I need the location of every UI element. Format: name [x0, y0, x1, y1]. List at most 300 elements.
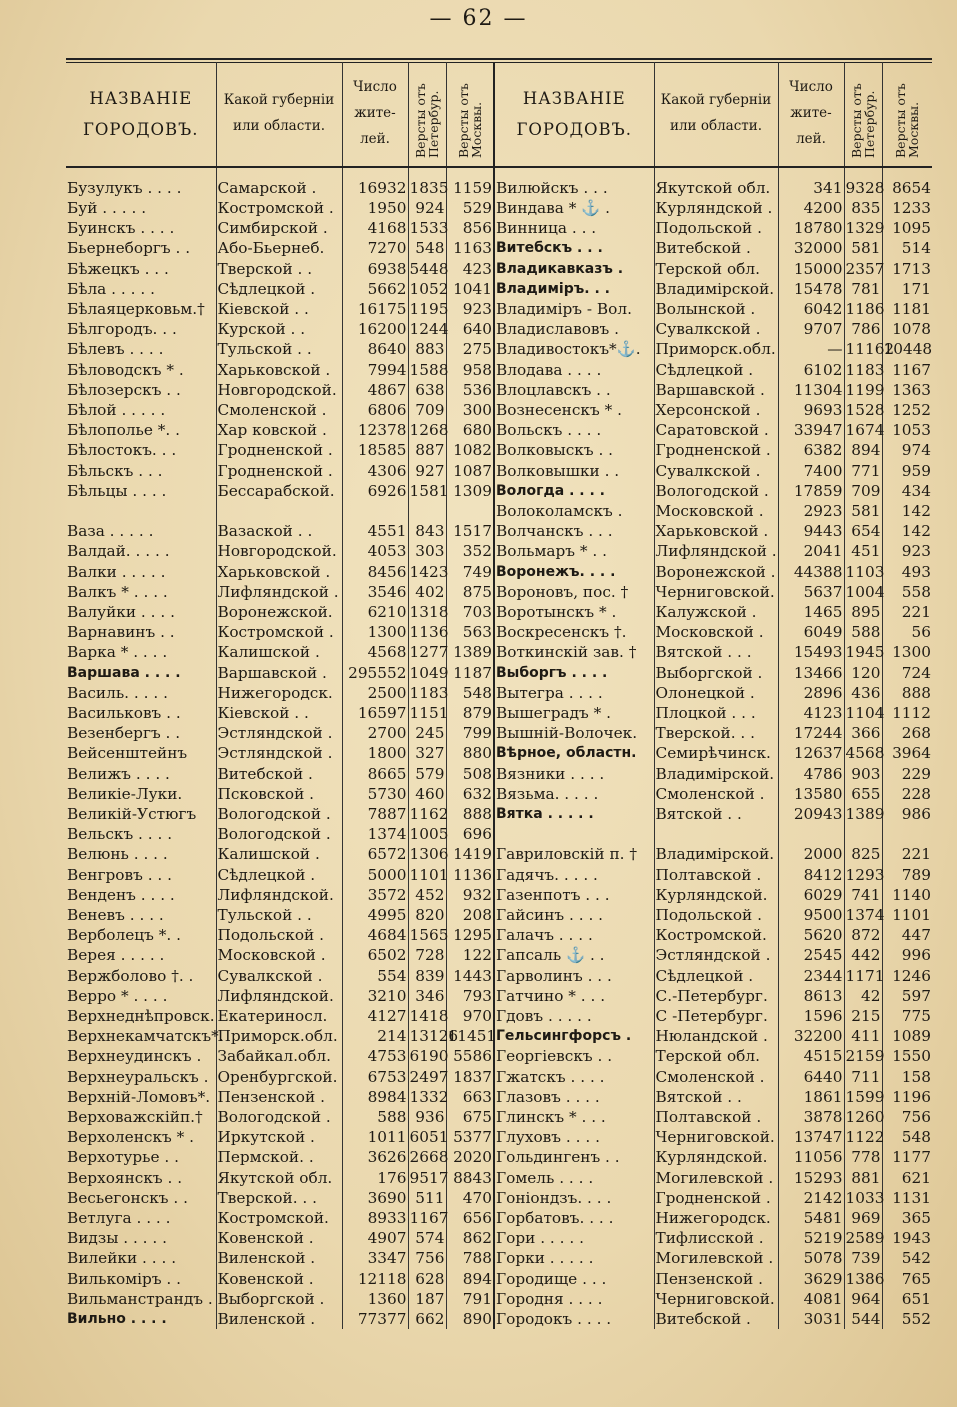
- header-population-right: Число жите- лей.: [778, 62, 844, 167]
- right-from-moscow: 10448: [883, 340, 933, 359]
- left-population: 1950: [342, 198, 408, 218]
- table-row: [66, 360, 932, 380]
- right-population: 2000: [778, 844, 844, 864]
- left-province: Кіевской . .: [216, 703, 342, 723]
- left-from-moscow: 275: [446, 339, 494, 359]
- left-from-petersburg: 1101: [409, 865, 449, 884]
- right-population: 6440: [778, 1067, 844, 1087]
- left-from-moscow: 1517: [446, 521, 494, 541]
- left-province: Виленской .: [216, 1248, 342, 1268]
- right-city: Глинскъ * . . .: [494, 1107, 654, 1127]
- left-from-petersburg: 709: [408, 400, 446, 420]
- left-from-petersburg: 883: [408, 339, 446, 359]
- right-province: Сувалкской .: [654, 319, 778, 339]
- right-province: Вятской . .: [654, 1087, 778, 1107]
- right-city: Гавриловскій п. †: [494, 844, 654, 864]
- right-province: Черниговской.: [654, 582, 778, 602]
- right-province: Приморск.обл.: [654, 339, 778, 359]
- right-city: Воскресенскъ †.: [494, 622, 654, 642]
- right-population: 5481: [778, 1208, 844, 1228]
- right-from-moscow: 974: [882, 440, 932, 460]
- left-from-petersburg: 927: [408, 461, 446, 481]
- right-from-moscow: 724: [882, 663, 932, 683]
- table-row: [66, 1289, 932, 1309]
- left-from-petersburg: 638: [408, 380, 446, 400]
- right-from-petersburg: 544: [844, 1309, 882, 1329]
- left-population: 6210: [342, 602, 408, 622]
- left-from-moscow: 932: [446, 885, 494, 905]
- right-from-petersburg: 1599: [845, 1087, 885, 1106]
- right-from-petersburg: 1199: [845, 380, 885, 399]
- right-province: Тверской. . .: [654, 723, 778, 743]
- left-province: Ковенской .: [216, 1269, 342, 1289]
- right-from-petersburg: 1528: [845, 400, 885, 419]
- right-from-moscow: 756: [882, 1107, 932, 1127]
- right-city: Вѣрное, областн.: [494, 743, 654, 763]
- right-city: Гдовъ . . . . .: [494, 1006, 654, 1026]
- left-from-petersburg: 452: [408, 885, 446, 905]
- left-province: Кіевской . .: [216, 299, 342, 319]
- right-province: Вологодской .: [654, 481, 778, 501]
- right-population: 13580: [778, 784, 844, 804]
- right-population: [778, 824, 844, 844]
- right-city: Гельсингфорсъ .: [494, 1026, 654, 1046]
- left-province: Псковской .: [216, 784, 342, 804]
- right-city: Вязники . . . .: [494, 764, 654, 784]
- left-province: Тульской . .: [216, 905, 342, 925]
- right-from-moscow: 548: [882, 1127, 932, 1147]
- header-moscow-right: Версты отъ Москвы.: [882, 62, 932, 167]
- right-city: Винница . . .: [494, 218, 654, 238]
- left-province: Оренбургской.: [216, 1067, 342, 1087]
- right-province: Курляндской .: [654, 198, 778, 218]
- right-from-petersburg: 1122: [845, 1128, 885, 1147]
- left-from-petersburg: 6190: [409, 1047, 449, 1066]
- left-population: 4127: [342, 1006, 408, 1026]
- right-city: Гайсинъ . . . .: [494, 905, 654, 925]
- left-province: Екатериносл.: [216, 1006, 342, 1026]
- table-row: [66, 764, 932, 784]
- left-population: 7994: [342, 360, 408, 380]
- left-from-moscow: 1295: [446, 925, 494, 945]
- right-province: Эстляндской .: [654, 945, 778, 965]
- right-city: [494, 824, 654, 844]
- right-province: Терской обл.: [654, 1046, 778, 1066]
- left-province: Симбирской .: [216, 218, 342, 238]
- right-from-moscow: 959: [882, 461, 932, 481]
- left-city: Бузулукъ . . . .: [67, 178, 182, 197]
- right-city: Влоцлавскъ . .: [494, 380, 654, 400]
- right-province: Олонецкой .: [654, 683, 778, 703]
- left-from-petersburg: 924: [408, 198, 446, 218]
- left-population: 554: [342, 966, 408, 986]
- left-from-moscow: 890: [446, 1309, 494, 1329]
- left-province: Тверской . .: [216, 259, 342, 279]
- right-population: 4515: [778, 1046, 844, 1066]
- right-from-moscow: 1363: [882, 380, 932, 400]
- left-city: Бѣлаяцерковьм.†: [67, 299, 205, 318]
- left-population: 4753: [342, 1046, 408, 1066]
- left-city: Бьернеборгъ . .: [67, 239, 191, 258]
- right-from-moscow: 1181: [882, 299, 932, 319]
- right-province: Харьковской .: [654, 521, 778, 541]
- table-row: [66, 1046, 932, 1066]
- left-population: 7887: [342, 804, 408, 824]
- left-population: 176: [342, 1168, 408, 1188]
- left-from-moscow: 300: [446, 400, 494, 420]
- left-province: Харьковской .: [216, 360, 342, 380]
- left-province: Лифляндской.: [216, 885, 342, 905]
- right-city: Воротынскъ * .: [494, 602, 654, 622]
- right-city: Городокъ . . . .: [494, 1309, 654, 1329]
- table-row: [66, 966, 932, 986]
- table-row: [66, 1208, 932, 1228]
- left-from-petersburg: 1423: [409, 562, 449, 581]
- left-from-petersburg: 327: [408, 743, 446, 763]
- right-province: Владимірской.: [654, 844, 778, 864]
- right-from-moscow: 514: [882, 238, 932, 258]
- left-population: 8933: [342, 1208, 408, 1228]
- left-from-moscow: 749: [446, 562, 494, 582]
- left-population: 214: [342, 1026, 408, 1046]
- left-from-petersburg: 1581: [409, 481, 449, 500]
- right-from-petersburg: [844, 824, 882, 844]
- table-row: [66, 1269, 932, 1289]
- right-from-petersburg: 1260: [845, 1108, 885, 1127]
- left-province: Вологодской .: [216, 824, 342, 844]
- right-from-petersburg: 778: [844, 1147, 882, 1167]
- right-city: Георгіевскъ . .: [494, 1046, 654, 1066]
- left-from-petersburg: 1183: [409, 683, 449, 702]
- right-city: Владиславовъ .: [494, 319, 654, 339]
- left-population: 8456: [342, 562, 408, 582]
- table-row: [66, 723, 932, 743]
- right-from-moscow: 996: [882, 945, 932, 965]
- table-row: [66, 1107, 932, 1127]
- table-row: [66, 986, 932, 1006]
- right-city: Гатчино * . . .: [494, 986, 654, 1006]
- right-population: 33947: [778, 420, 844, 440]
- right-province: Волынской .: [654, 299, 778, 319]
- left-province: Пермской. .: [216, 1147, 342, 1167]
- right-province: Вятской . .: [654, 804, 778, 824]
- left-city: Верхнеуральскъ .: [67, 1067, 209, 1086]
- left-province: Новгородской.: [216, 380, 342, 400]
- right-province: Могилевской .: [654, 1248, 778, 1268]
- left-population: 7270: [342, 238, 408, 258]
- left-province: Лифляндской .: [216, 582, 342, 602]
- left-from-moscow: 1136: [446, 865, 494, 885]
- right-province: Нижегородск.: [654, 1208, 778, 1228]
- left-from-petersburg: 548: [408, 238, 446, 258]
- left-from-moscow: 470: [446, 1188, 494, 1208]
- right-from-petersburg: 654: [844, 521, 882, 541]
- left-province: Гродненской .: [216, 440, 342, 460]
- left-population: 5662: [342, 279, 408, 299]
- table-row: [66, 824, 932, 844]
- right-province: Выборгской .: [654, 663, 778, 683]
- right-from-petersburg: 1293: [845, 865, 885, 884]
- left-province: Виленской .: [216, 1309, 342, 1329]
- left-city: Варнавинъ . .: [67, 623, 175, 642]
- left-province: Смоленской .: [216, 400, 342, 420]
- left-from-petersburg: 1306: [409, 845, 449, 864]
- left-city: Веневъ . . . .: [67, 906, 164, 925]
- left-from-moscow: 5377: [446, 1127, 494, 1147]
- right-province: Лифляндской .: [655, 542, 777, 561]
- left-city: Бѣльцы . . . .: [67, 481, 167, 500]
- right-province: Гродненской .: [654, 440, 778, 460]
- left-from-petersburg: [408, 501, 446, 521]
- left-city: Бѣлой . . . . .: [67, 400, 166, 419]
- right-from-petersburg: 964: [844, 1289, 882, 1309]
- right-from-moscow: 1078: [882, 319, 932, 339]
- right-population: 9443: [778, 521, 844, 541]
- left-from-moscow: 675: [446, 1107, 494, 1127]
- left-from-moscow: 875: [446, 582, 494, 602]
- right-city: Виндава * ⚓ .: [494, 198, 654, 218]
- right-city: Вышній-Волочек.: [494, 723, 654, 743]
- left-from-moscow: 696: [446, 824, 494, 844]
- right-from-petersburg: 581: [844, 501, 882, 521]
- header-petersburg-right: Версты отъ Петербур.: [844, 62, 882, 167]
- left-city: Везенбергъ . .: [67, 724, 181, 743]
- left-from-moscow: 656: [446, 1208, 494, 1228]
- right-population: 3031: [778, 1309, 844, 1329]
- right-population: 13747: [778, 1127, 844, 1147]
- right-from-petersburg: 711: [844, 1067, 882, 1087]
- right-from-moscow: 268: [882, 723, 932, 743]
- left-from-petersburg: 936: [408, 1107, 446, 1127]
- left-population: 5000: [342, 865, 408, 885]
- left-from-moscow: 862: [446, 1228, 494, 1248]
- left-from-moscow: 888: [446, 804, 494, 824]
- left-from-petersburg: 1049: [409, 663, 449, 682]
- table-row: [66, 865, 932, 885]
- table-row: [66, 1309, 932, 1329]
- left-from-moscow: 2020: [446, 1147, 494, 1167]
- left-from-petersburg: 839: [408, 966, 446, 986]
- left-city: Верхотурье . .: [67, 1148, 180, 1167]
- left-from-moscow: 1041: [446, 279, 494, 299]
- table-row: [66, 218, 932, 238]
- right-population: 15000: [778, 259, 844, 279]
- left-population: 1374: [342, 824, 408, 844]
- left-from-moscow: 793: [446, 986, 494, 1006]
- left-from-moscow: 958: [446, 360, 494, 380]
- left-city: Бѣловодскъ * .: [67, 360, 184, 379]
- right-from-moscow: 1233: [882, 198, 932, 218]
- left-from-petersburg: 887: [408, 440, 446, 460]
- left-from-petersburg: 346: [408, 986, 446, 1006]
- right-population: 1596: [778, 1006, 844, 1026]
- left-from-moscow: 5586: [446, 1046, 494, 1066]
- left-province: Калишской .: [216, 642, 342, 662]
- left-from-petersburg: 1244: [409, 320, 449, 339]
- right-city: Вязьма. . . . .: [494, 784, 654, 804]
- right-from-petersburg: 9328: [845, 178, 885, 197]
- header-moscow-left: Версты отъ Москвы.: [446, 62, 494, 167]
- right-from-moscow: 229: [882, 764, 932, 784]
- left-province: Воронежской.: [216, 602, 342, 622]
- left-population: 4306: [342, 461, 408, 481]
- left-population: 4568: [342, 642, 408, 662]
- right-from-petersburg: 1103: [845, 562, 885, 581]
- header-petersburg-left: Версты отъ Петербур.: [408, 62, 446, 167]
- right-province: Владимірской.: [654, 764, 778, 784]
- left-city: Буй . . . . .: [67, 198, 147, 217]
- left-population: 16597: [342, 703, 408, 723]
- right-population: 6102: [778, 360, 844, 380]
- table-row: [66, 885, 932, 905]
- right-population: 4786: [778, 764, 844, 784]
- left-population: 4053: [342, 541, 408, 561]
- left-from-petersburg: 1005: [409, 825, 449, 844]
- left-from-petersburg: 1052: [409, 279, 449, 298]
- table-row: [66, 1006, 932, 1026]
- left-province: Вазаской . .: [216, 521, 342, 541]
- right-province: Плоцкой . . .: [654, 703, 778, 723]
- right-city: Волковышки . .: [494, 461, 654, 481]
- right-from-moscow: 56: [882, 622, 932, 642]
- right-population: 17859: [778, 481, 844, 501]
- left-city: Варка * . . . .: [67, 643, 168, 662]
- header-name-right: НАЗВАНІЕ ГОРОДОВЪ.: [494, 62, 654, 167]
- left-population: 2700: [342, 723, 408, 743]
- left-from-petersburg: 728: [408, 945, 446, 965]
- left-from-moscow: 1443: [446, 966, 494, 986]
- right-from-moscow: 1095: [882, 218, 932, 238]
- right-city: Волоколамскъ .: [494, 501, 654, 521]
- left-population: 4684: [342, 925, 408, 945]
- right-from-petersburg: 1033: [845, 1188, 885, 1207]
- right-province: Нюландской .: [654, 1026, 778, 1046]
- right-province: Тифлисской .: [654, 1228, 778, 1248]
- left-province: Варшавской .: [216, 663, 342, 683]
- left-province: Харьковской .: [216, 562, 342, 582]
- left-from-petersburg: 2497: [409, 1067, 449, 1086]
- right-city: Волчанскъ . . .: [494, 521, 654, 541]
- right-from-moscow: 651: [882, 1289, 932, 1309]
- right-from-moscow: 1550: [882, 1046, 932, 1066]
- table-row: [66, 562, 932, 582]
- right-population: 4200: [778, 198, 844, 218]
- left-city: Видзы . . . . .: [67, 1229, 167, 1248]
- left-population: [342, 501, 408, 521]
- left-city: Бѣла . . . . .: [67, 279, 155, 298]
- right-city: Гапсаль ⚓ . .: [494, 945, 654, 965]
- left-city: Верболецъ *. .: [67, 926, 181, 945]
- right-from-petersburg: 581: [844, 238, 882, 258]
- right-from-petersburg: 786: [844, 319, 882, 339]
- right-population: 5219: [778, 1228, 844, 1248]
- left-population: 4867: [342, 380, 408, 400]
- left-province: Лифляндской.: [216, 986, 342, 1006]
- right-from-moscow: 3964: [882, 743, 932, 763]
- right-province: Терской обл.: [654, 259, 778, 279]
- right-population: 15493: [778, 642, 844, 662]
- right-population: 6382: [778, 440, 844, 460]
- left-population: 2500: [342, 683, 408, 703]
- left-from-moscow: 11451: [447, 1027, 497, 1046]
- table-row: [66, 319, 932, 339]
- left-province: Самарской .: [216, 178, 342, 198]
- table-row: [66, 501, 932, 521]
- right-from-petersburg: 741: [844, 885, 882, 905]
- right-population: 8412: [778, 865, 844, 885]
- table-row: [66, 844, 932, 864]
- left-province: Тульской . .: [216, 339, 342, 359]
- left-province: Новгородской.: [216, 541, 342, 561]
- left-from-petersburg: 1565: [409, 926, 449, 945]
- left-from-petersburg: 13126: [409, 1027, 459, 1046]
- right-from-moscow: 1131: [882, 1188, 932, 1208]
- left-population: 6502: [342, 945, 408, 965]
- left-from-moscow: 879: [446, 703, 494, 723]
- left-from-petersburg: 245: [408, 723, 446, 743]
- table-row: [66, 1248, 932, 1268]
- right-from-moscow: 1053: [882, 420, 932, 440]
- right-from-moscow: 1252: [882, 400, 932, 420]
- left-from-moscow: 423: [446, 259, 494, 279]
- right-from-moscow: 142: [882, 501, 932, 521]
- right-from-petersburg: 436: [844, 683, 882, 703]
- left-city: Венгровъ . . .: [67, 865, 173, 884]
- right-population: 6029: [778, 885, 844, 905]
- right-population: —: [778, 339, 844, 359]
- right-from-moscow: 558: [882, 582, 932, 602]
- table-row: [66, 1228, 932, 1248]
- left-province: Вологодской .: [216, 1107, 342, 1127]
- left-city: Бѣлополье *. .: [67, 421, 180, 440]
- right-province: Полтавской .: [654, 1107, 778, 1127]
- right-city: Глазовъ . . . .: [494, 1087, 654, 1107]
- right-province: Сувалкской .: [654, 461, 778, 481]
- left-city: Вельскъ . . . .: [67, 825, 173, 844]
- left-from-moscow: 1309: [446, 481, 494, 501]
- table-row: [66, 238, 932, 258]
- right-city: Вознесенскъ * .: [494, 400, 654, 420]
- left-city: Верхоянскъ . .: [67, 1168, 183, 1187]
- right-city: Городня . . . .: [494, 1289, 654, 1309]
- right-population: 6049: [778, 622, 844, 642]
- right-from-moscow: 1167: [882, 360, 932, 380]
- right-city: Гомель . . . .: [494, 1168, 654, 1188]
- right-from-moscow: 1943: [882, 1228, 932, 1248]
- right-from-moscow: 765: [882, 1269, 932, 1289]
- left-from-petersburg: 187: [408, 1289, 446, 1309]
- left-from-petersburg: 1268: [409, 421, 449, 440]
- right-population: 3878: [778, 1107, 844, 1127]
- left-city: Варшава . . . .: [67, 664, 181, 681]
- right-city: Гжатскъ . . . .: [494, 1067, 654, 1087]
- left-city: Велюнь . . . .: [67, 845, 168, 864]
- left-population: 16932: [342, 178, 408, 198]
- right-from-moscow: 221: [882, 844, 932, 864]
- left-population: 4907: [342, 1228, 408, 1248]
- table-row: [66, 259, 932, 279]
- left-population: 4551: [342, 521, 408, 541]
- right-population: 12637: [778, 743, 844, 763]
- right-population: 9693: [778, 400, 844, 420]
- right-from-moscow: 597: [882, 986, 932, 1006]
- right-population: 11056: [778, 1147, 844, 1167]
- left-population: 8665: [342, 764, 408, 784]
- right-from-petersburg: 655: [844, 784, 882, 804]
- right-population: 7400: [778, 461, 844, 481]
- right-city: Владикавказъ .: [494, 259, 654, 279]
- left-from-petersburg: 1167: [409, 1209, 449, 1228]
